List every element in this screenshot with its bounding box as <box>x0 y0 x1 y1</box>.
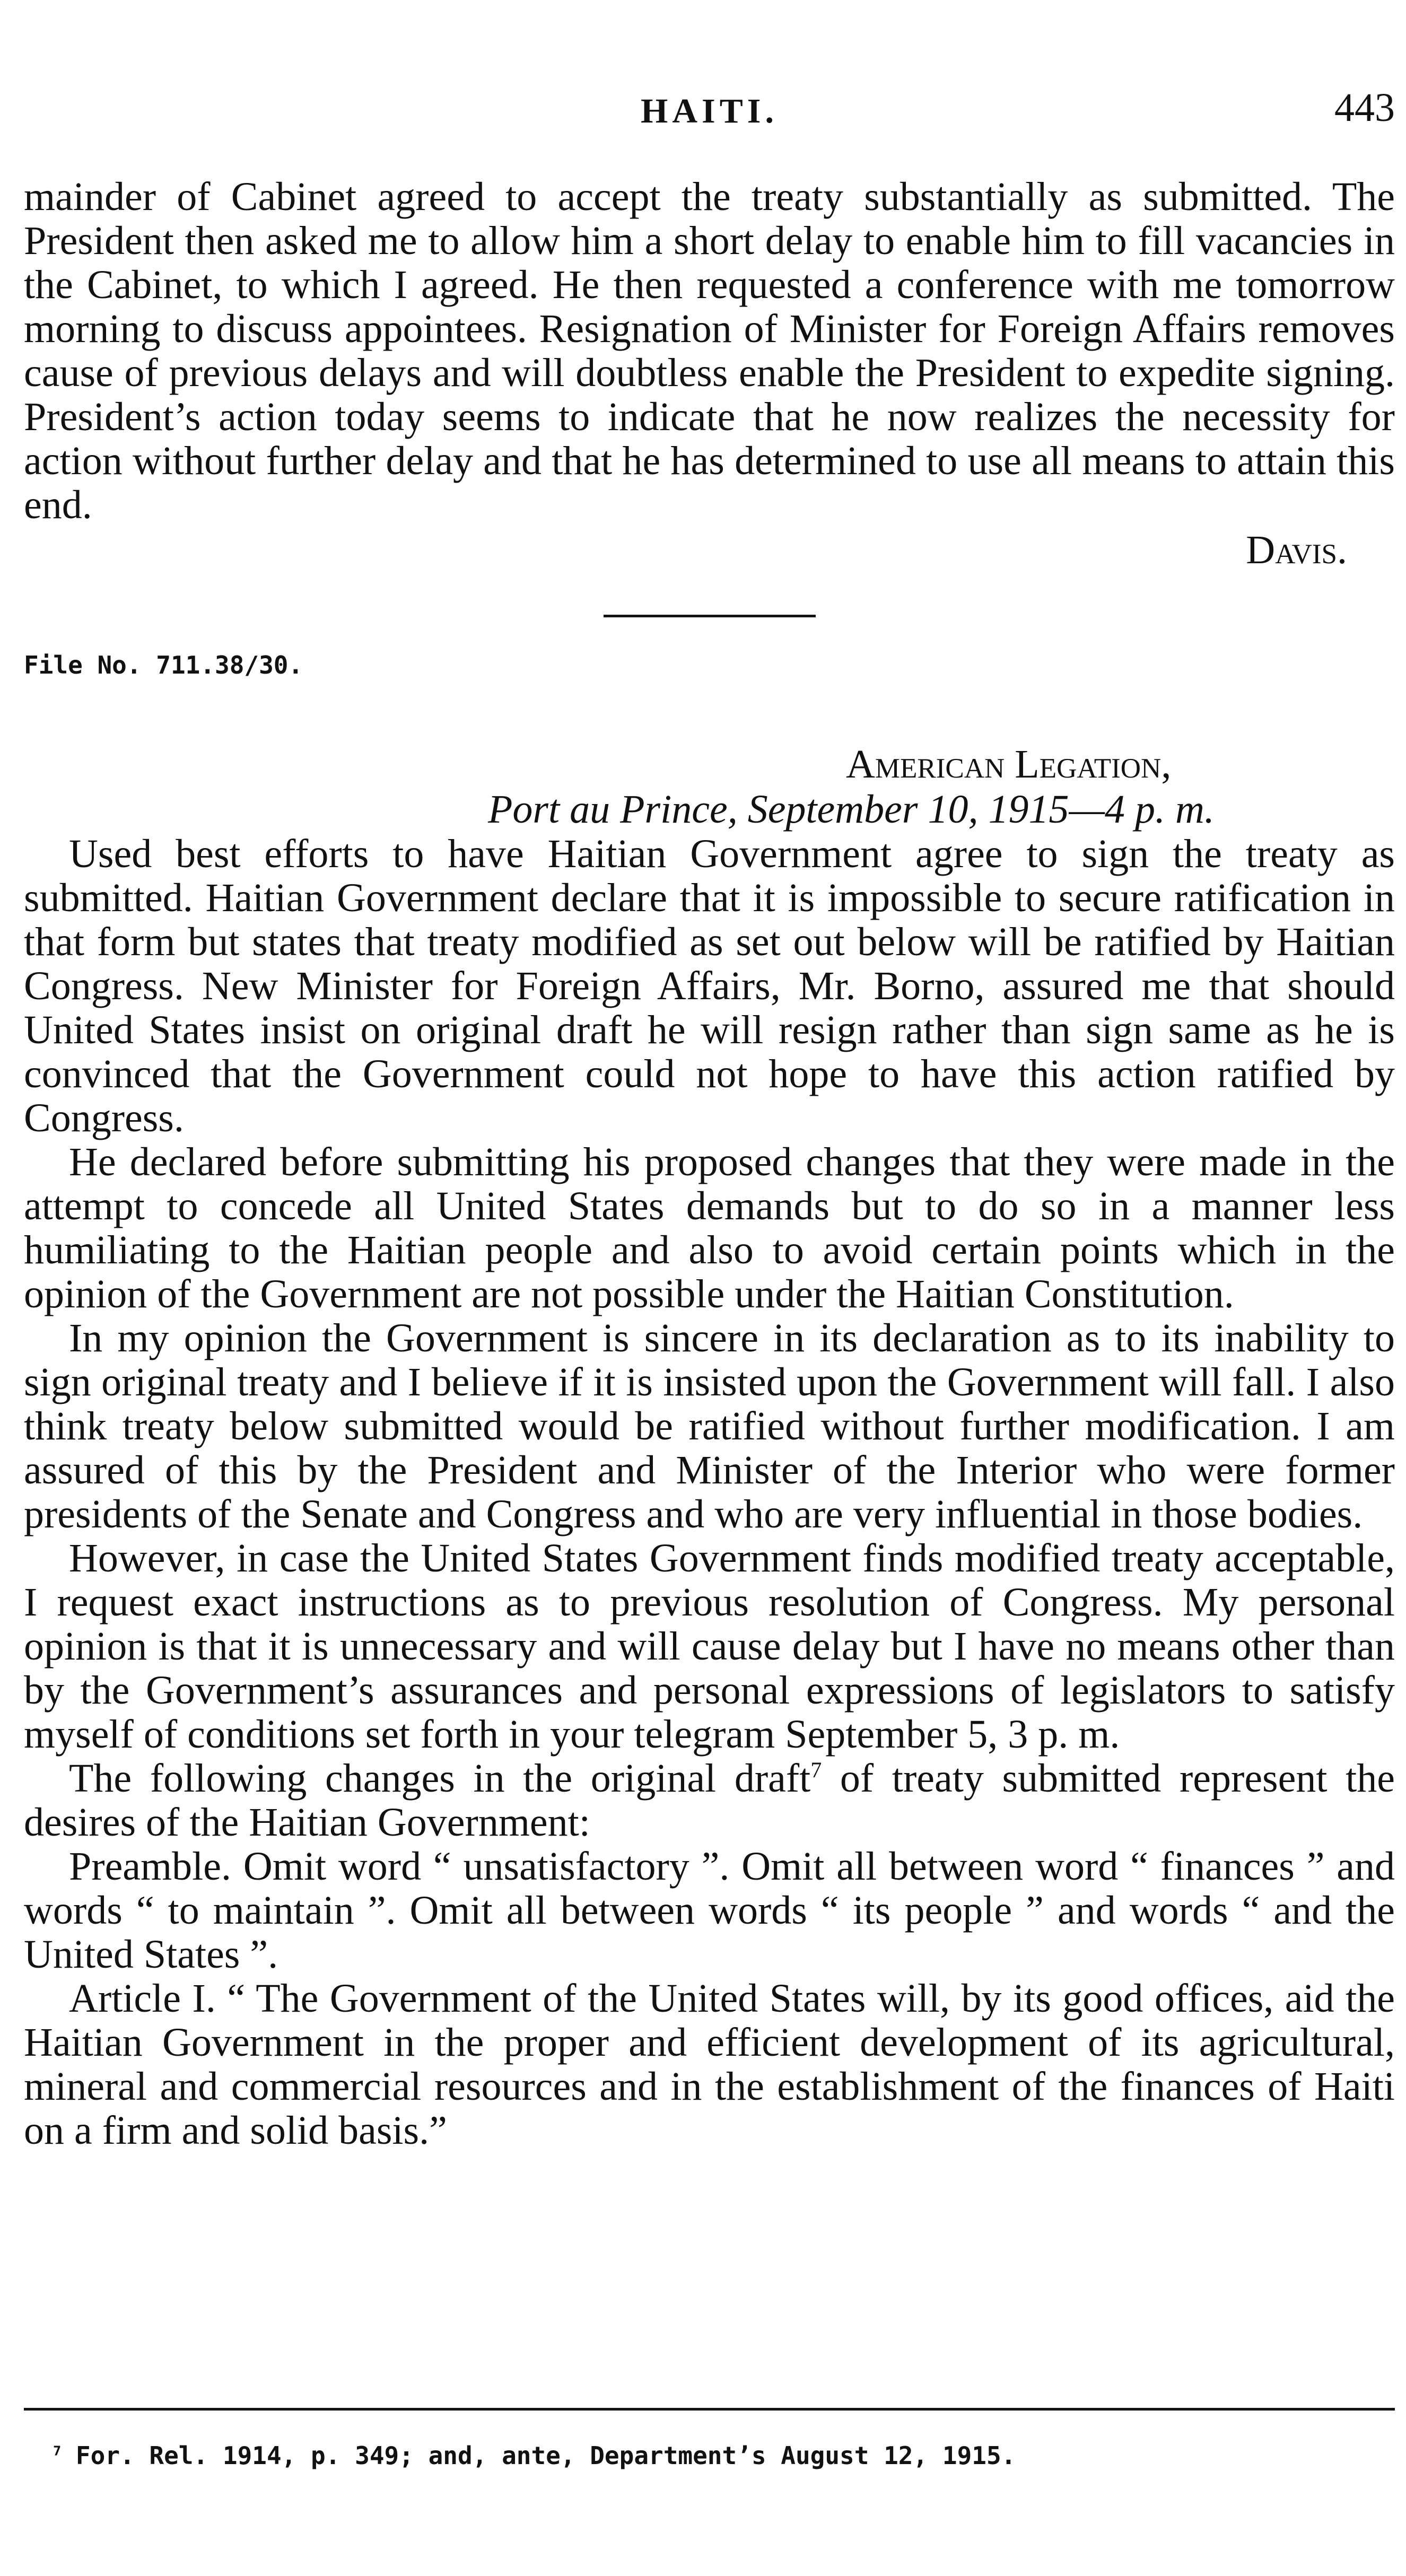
footnote-mark: 7 <box>53 2443 62 2459</box>
body-paragraph: Used best efforts to have Haitian Government agree to sign the treaty as submitted. Haitian Government declare that it is impossible to secure ratification in that form but states that treaty modified as set out below will be ratified by Haitian Congress. New Minister for Foreign Affairs, Mr. Borno, assured me that should United States insist on original draft he will resign rather than sign same as he is convinced that the Government could not hope to have this action ratified by Congress. <box>24 832 1395 1140</box>
section-divider <box>604 615 816 617</box>
body-paragraph: In my opinion the Government is sincere in its declaration as to its inability to sign original treaty and I believe if it is insisted upon the Government will fall. I also think treaty below submitted would be ratified without further modification. I am assured of this by the President and Minister of the Interior who were former presidents of the Senate and Congress and who are very influential in those bodies. <box>24 1316 1395 1536</box>
paragraph-text: The following changes in the original draft <box>69 1756 811 1801</box>
dateline-date: Port au Prince, September 10, 1915—4 p. m. <box>488 787 1215 832</box>
footnote-divider <box>24 2408 1395 2411</box>
body-paragraph: Article I. “ The Government of the United States will, by its good offices, aid the Haitian Government in the proper and efficient development of its agricultural, mineral and commercial resources and in the establishment of the finances of Haiti on a firm and solid basis.” <box>24 1976 1395 2153</box>
footnote-reference[interactable]: 7 <box>810 1758 822 1783</box>
file-number: File No. 711.38/30. <box>24 651 303 679</box>
page-header <box>24 85 1395 143</box>
page-number: 443 <box>1334 85 1395 130</box>
paragraph-text: of treaty submitted represent the desires of the Haitian Government: <box>24 1756 1395 1845</box>
running-head: HAITI. <box>641 92 778 130</box>
signature: Davis. <box>1246 528 1347 572</box>
body-paragraph: Preamble. Omit word “ unsatisfactory ”. Omit all between word “ finances ” and words “ to maintain ”. Omit all between words “ its people ” and words “ and the United States ”. <box>24 1844 1395 1977</box>
document-body <box>24 175 1395 2153</box>
footnote-text: For. Rel. 1914, p. 349; and, ante, Department’s August 12, 1915. <box>61 2441 1016 2470</box>
continuation-paragraph: mainder of Cabinet agreed to accept the treaty substantially as submitted. The President then asked me to allow him a short delay to enable him to fill vacancies in the Cabinet, to which I agreed. He then requested a conference with me tomorrow morning to discuss appointees. Resignation of Minister for Foreign Affairs removes cause of previous delays and will doubtless enable the President to expedite signing. President’s action today seems to indicate that he now realizes the necessity for action without further delay and that he has determined to use all means to attain this end. <box>24 174 1395 527</box>
body-paragraph <box>24 1757 1395 1845</box>
footnote <box>53 2440 1352 2472</box>
body-paragraph: He declared before submitting his proposed changes that they were made in the attempt to concede all United States demands but to do so in a manner less humiliating to the Haitian people and also to avoid certain points which in the opinion of the Government are not possible under the Haitian Constitution. <box>24 1140 1395 1316</box>
body-paragraph: However, in case the United States Government finds modified treaty acceptable, I request exact instructions as to previous resolution of Congress. My personal opinion is that it is unnecessary and will cause delay but I have no means other than by the Government’s assurances and personal expressions of legislators to satisfy myself of conditions set forth in your telegram September 5, 3 p. m. <box>24 1536 1395 1757</box>
dateline-place: American Legation, <box>846 742 1172 787</box>
